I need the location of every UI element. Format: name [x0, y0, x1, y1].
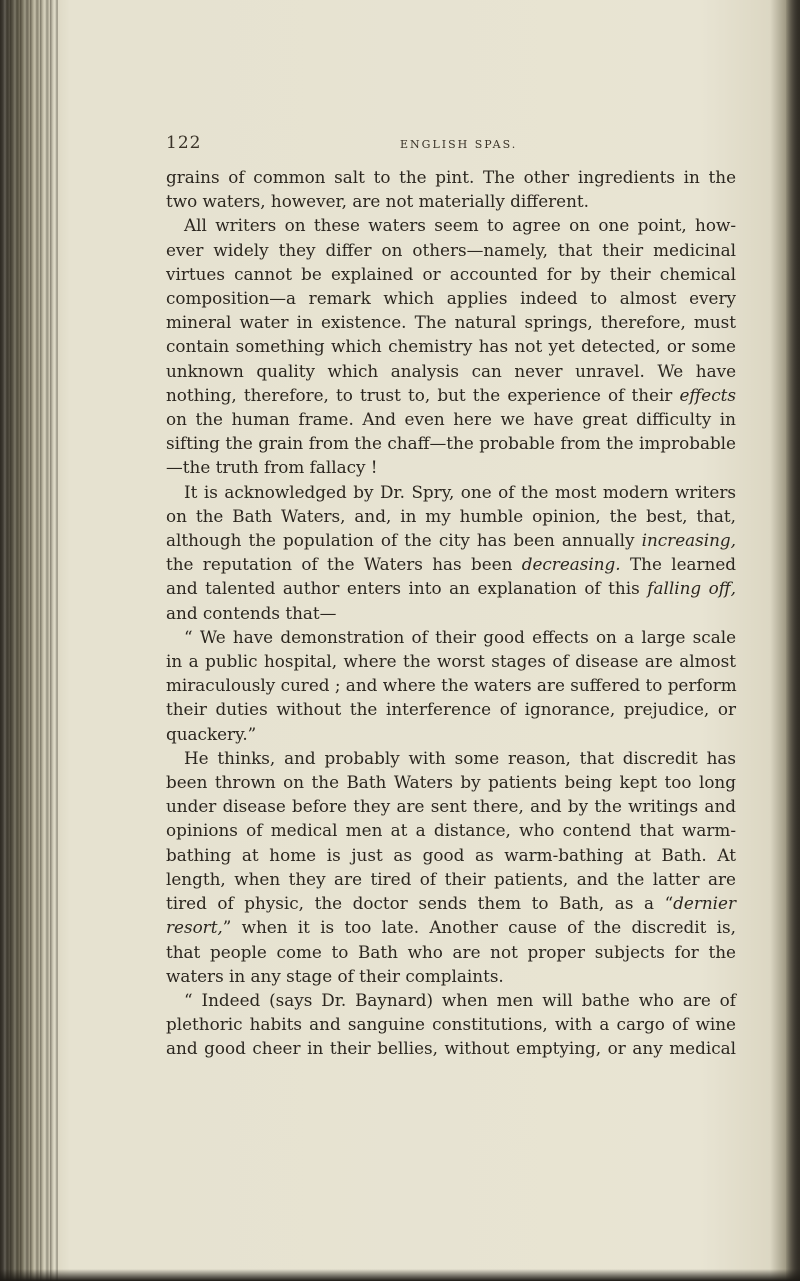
- book-binding: [0, 0, 58, 1281]
- body-text: [166, 165, 736, 1061]
- italic-phrase: dernier: [673, 893, 736, 914]
- text-line: composition—a remark which applies indeed to almost every: [166, 288, 736, 309]
- text-line: miraculously cured ; and where the waters are suffered to perform: [166, 675, 737, 696]
- text-line: All writers on these waters seem to agree on one point, how-: [184, 215, 736, 236]
- text-line: grains of common salt to the pint. The other ingredients in the: [166, 167, 736, 187]
- italic-phrase: effects: [679, 384, 736, 405]
- text-line: tired of physic, the doctor sends them to Bath, as a “dernier: [166, 893, 736, 914]
- text-line: their duties without the interference of ignorance, prejudice, or: [166, 699, 736, 720]
- text-line: length, when they are tired of their patients, and the latter are: [166, 868, 736, 889]
- text-line: under disease before they are sent there, and by the writings and: [166, 796, 736, 817]
- page-header: [166, 133, 726, 157]
- text-line: resort,” when it is too late. Another cause of the discredit is,: [166, 917, 736, 938]
- text-line: although the population of the city has been annually increasing,: [166, 530, 736, 551]
- text-line: in a public hospital, where the worst stages of disease are almost: [166, 651, 736, 672]
- text-line: ever widely they differ on others—namely, that their medicinal: [166, 239, 736, 260]
- text-line: waters in any stage of their complaints.: [166, 965, 504, 986]
- text-line: He thinks, and probably with some reason, that discredit has: [184, 747, 736, 768]
- text-line: “ Indeed (says Dr. Baynard) when men will bathe who are of: [184, 989, 736, 1010]
- text-line: nothing, therefore, to trust to, but the experience of their effects: [166, 384, 736, 405]
- text-line: virtues cannot be explained or accounted for by their chemical: [166, 263, 736, 284]
- text-line: —the truth from fallacy !: [166, 457, 378, 478]
- page-edge: [786, 0, 800, 1281]
- text-line: “ We have demonstration of their good effects on a large scale: [184, 626, 736, 647]
- running-head: ENGLISH SPAS.: [400, 138, 518, 151]
- italic-phrase: increasing,: [641, 530, 736, 551]
- text-line: and talented author enters into an explanation of this falling off,: [166, 578, 737, 599]
- italic-phrase: resort,: [166, 917, 223, 938]
- text-line: and good cheer in their bellies, without emptying, or any medical: [166, 1038, 736, 1059]
- text-line: two waters, however, are not materially different.: [166, 191, 589, 212]
- text-line: that people come to Bath who are not proper subjects for the: [166, 941, 736, 962]
- text-line: and contends that—: [166, 602, 337, 623]
- text-line: opinions of medical men at a distance, who contend that warm-: [166, 820, 736, 841]
- text-line: mineral water in existence. The natural springs, therefore, must: [166, 312, 736, 333]
- text-line: on the human frame. And even here we have great difficulty in: [166, 409, 736, 430]
- text-line: been thrown on the Bath Waters by patients being kept too long: [166, 772, 736, 793]
- text-line: It is acknowledged by Dr. Spry, one of the most modern writers: [184, 481, 736, 502]
- text-line: sifting the grain from the chaff—the probable from the improbable: [166, 433, 736, 454]
- page-bottom-edge: [0, 1269, 800, 1281]
- text-line: plethoric habits and sanguine constitutions, with a cargo of wine: [166, 1014, 736, 1035]
- text-line: quackery.”: [166, 723, 257, 744]
- text-line: bathing at home is just as good as warm-bathing at Bath. At: [166, 844, 736, 865]
- text-line: on the Bath Waters, and, in my humble opinion, the best, that,: [166, 505, 736, 526]
- text-line: unknown quality which analysis can never unravel. We have: [166, 360, 736, 381]
- page-number: 122: [166, 133, 202, 153]
- italic-phrase: decreasing.: [521, 554, 621, 575]
- italic-phrase: falling off,: [647, 578, 737, 599]
- text-line: contain something which chemistry has not yet detected, or some: [166, 336, 736, 357]
- text-line: the reputation of the Waters has been decreasing. The learned: [166, 554, 737, 575]
